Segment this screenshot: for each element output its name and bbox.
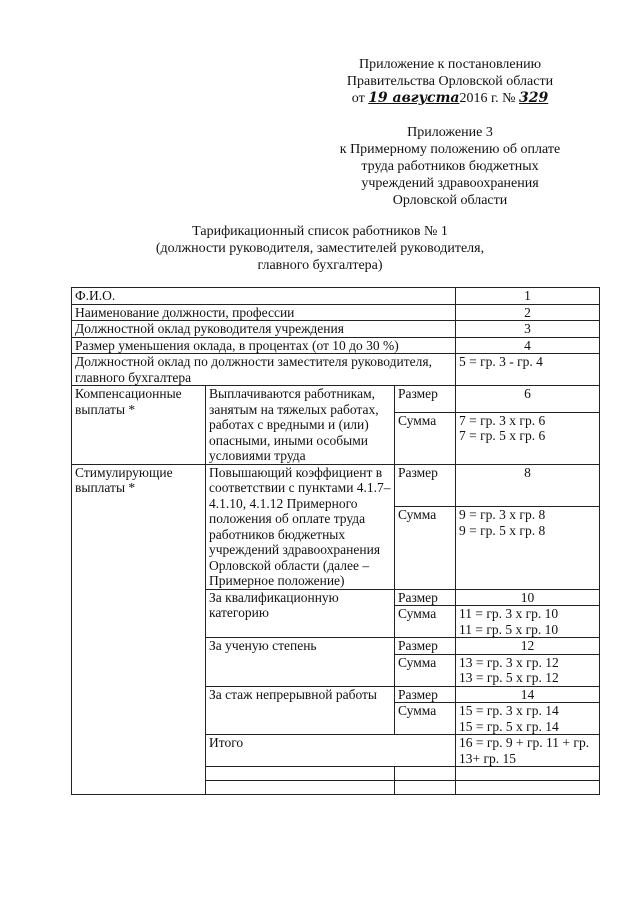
header-line-1: Приложение к постановлению: [358, 57, 542, 72]
table-row: [72, 354, 600, 386]
document-title: [100, 223, 540, 274]
total-label: Итого: [206, 735, 456, 767]
formula: 15 = гр. 5 х гр. 14: [459, 718, 559, 734]
blank-cell: [456, 781, 600, 795]
table-row: [72, 321, 600, 338]
formula: 11 = гр. 3 х гр. 10: [459, 606, 559, 621]
deputy-salary-formula: 5 = гр. 3 - гр. 4: [456, 354, 600, 386]
title-line-3: главного бухгалтера): [257, 258, 383, 273]
appendix-3-header: [300, 124, 600, 209]
sum-label: Сумма: [395, 507, 456, 589]
col-number: 14: [456, 686, 600, 703]
col-number: 6: [456, 386, 600, 413]
formula: 7 = гр. 3 х гр. 6: [459, 412, 546, 428]
formula: 9 = гр. 5 х гр. 8: [459, 522, 546, 538]
size-label: Размер: [395, 464, 456, 507]
deputy-salary-label: Должностной оклад по должности заместителя руководителя, главного бухгалтера: [72, 354, 456, 386]
col-number: 10: [456, 589, 600, 606]
appendix-line-4: учреждений здравоохранения: [361, 176, 539, 191]
table-row: [72, 288, 600, 305]
col-number: 1: [456, 288, 600, 305]
blank-cell: [206, 781, 395, 795]
size-label: Размер: [395, 589, 456, 606]
formula-cell: [456, 606, 600, 638]
formula-cell: [456, 507, 600, 589]
formula-cell: [456, 412, 600, 464]
blank-cell: [395, 767, 456, 781]
tariff-table: [71, 287, 600, 795]
title-line-1: Тарификационный список работников № 1: [192, 224, 448, 239]
position-label: Наименование должности, профессии: [72, 304, 456, 321]
fio-label: Ф.И.О.: [72, 288, 456, 305]
formula: 13 = гр. 3 х гр. 12: [459, 654, 559, 670]
blank-cell: [456, 767, 600, 781]
col-number: 2: [456, 304, 600, 321]
compensation-description: Выплачиваются работникам, занятым на тяжелых работах, работах с вредными и (или) опасными, иными особыми условиями труда: [206, 386, 395, 465]
blank-cell: [206, 767, 395, 781]
formula-cell: [456, 703, 600, 735]
tenure-description: За стаж непрерывной работы: [206, 686, 395, 735]
header-line-2: Правительства Орловской области: [346, 74, 554, 89]
col-number: 8: [456, 464, 600, 507]
sum-label: Сумма: [395, 412, 456, 464]
formula: 13 = гр. 5 х гр. 12: [459, 670, 559, 685]
title-line-2: (должности руководителя, заместителей руководителя,: [155, 241, 485, 256]
col-number: 12: [456, 638, 600, 655]
sum-label: Сумма: [395, 606, 456, 638]
size-label: Размер: [395, 686, 456, 703]
table-row: [72, 386, 600, 413]
table-row: [72, 337, 600, 354]
handwritten-date: 19 августа: [368, 90, 460, 106]
appendix-line-3: труда работников бюджетных: [361, 159, 539, 174]
resolution-header: [300, 56, 600, 107]
date-suffix: 2016 г. №: [459, 91, 516, 106]
formula: 15 = гр. 3 х гр. 14: [459, 703, 559, 718]
size-label: Размер: [395, 386, 456, 413]
formula: 7 = гр. 5 х гр. 6: [459, 428, 546, 444]
appendix-line-5: Орловской области: [392, 193, 508, 208]
appendix-line-2: к Примерному положению об оплате: [339, 142, 561, 157]
blank-cell: [395, 781, 456, 795]
total-formula: 16 = гр. 9 + гр. 11 + гр. 13+ гр. 15: [456, 735, 600, 767]
appendix-line-1: Приложение 3: [407, 125, 493, 140]
stimulating-label: Стимулирующие выплаты *: [72, 464, 206, 795]
table-row: [72, 304, 600, 321]
header-date-line: [300, 90, 600, 107]
formula-cell: [456, 654, 600, 686]
head-salary-label: Должностной оклад руководителя учреждения: [72, 321, 456, 338]
table-row: [72, 464, 600, 507]
col-number: 3: [456, 321, 600, 338]
date-prefix: от: [351, 91, 365, 106]
col-number: 4: [456, 337, 600, 354]
formula: 11 = гр. 5 х гр. 10: [459, 621, 559, 637]
formula: 9 = гр. 3 х гр. 8: [459, 507, 546, 523]
degree-description: За ученую степень: [206, 638, 395, 687]
stimulating-description: Повышающий коэффициент в соответствии с пунктами 4.1.7–4.1.10, 4.1.12 Примерного положения об оплате труда работников бюджетных учреждений здравоохранения Орловской области (далее – Примерное положение): [206, 464, 395, 589]
reduction-label: Размер уменьшения оклада, в процентах (от 10 до 30 %): [72, 337, 456, 354]
compensation-label: Компенсационные выплаты *: [72, 386, 206, 465]
sum-label: Сумма: [395, 703, 456, 735]
handwritten-number: 329: [519, 90, 549, 106]
sum-label: Сумма: [395, 654, 456, 686]
size-label: Размер: [395, 638, 456, 655]
qualification-description: За квалификационную категорию: [206, 589, 395, 638]
